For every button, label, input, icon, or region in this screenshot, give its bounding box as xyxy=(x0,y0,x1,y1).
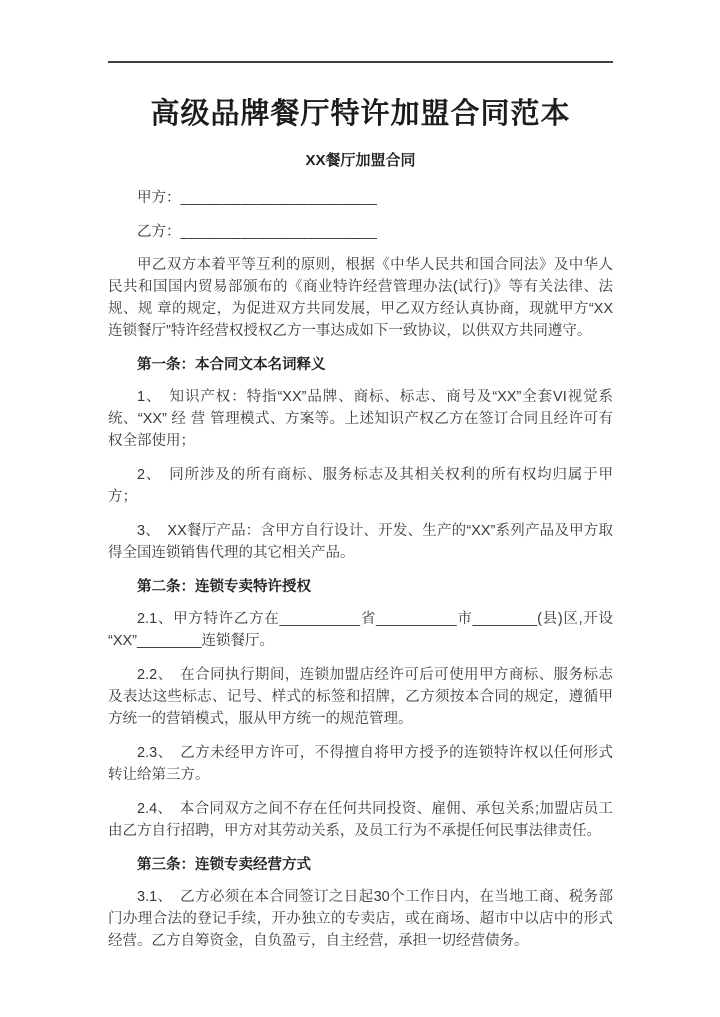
section-3-heading: 第三条：连锁专卖经营方式 xyxy=(137,857,311,873)
section-3-clause-3-1: 3.1、 乙方必须在本合同签订之日起30个工作日内，在当地工商、税务部门办理合法的登记手续，开办独立的专卖店，或在商场、超市中以店中的形式经营。乙方自筹资金，自负盈亏，自主经营，承担一切经营债务。 xyxy=(108,889,613,949)
party-b-blank-underline: _______________________ xyxy=(180,224,378,240)
party-b-line xyxy=(108,222,613,242)
section-2-clause-2-4: 2.4、 本合同双方之间不存在任何共同投资、雇佣、承包关系;加盟店员工由乙方自行招聘，甲方对其劳动关系，及员工行为不承提任何民事法律责任。 xyxy=(108,801,613,839)
section-1-clause-1: 1、 知识产权：特指“XX”品牌、商标、标志、商号及“XX”全套VI视觉系统、“XX” 经 营 管理模式、方案等。上述知识产权乙方在签订合同且经许可有权全部使用； xyxy=(108,389,613,449)
party-b-label: 乙方： xyxy=(137,224,181,240)
party-a-label: 甲方： xyxy=(137,190,181,206)
section-2-clause-2-3: 2.3、 乙方未经甲方许可，不得擅自将甲方授予的连锁特许权以任何形式转让给第三方。 xyxy=(108,745,613,783)
document-title: 高级品牌餐厅特许加盟合同范本 xyxy=(150,98,571,130)
section-1-clause-2: 2、 同所涉及的所有商标、服务标志及其相关权利的所有权均归属于甲方； xyxy=(108,467,613,505)
section-2-heading: 第二条：连锁专卖特许授权 xyxy=(137,579,311,595)
party-a-line xyxy=(108,188,613,208)
contract-subtitle: XX餐厅加盟合同 xyxy=(305,152,416,169)
section-2-clause-2-2: 2.2、 在合同执行期间，连锁加盟店经许可后可使用甲方商标、服务标志及表达这些标志、记号、样式的标签和招牌，乙方须按本合同的规定，遵循甲方统一的营销模式，服从甲方统一的规范管理。 xyxy=(108,667,613,727)
section-1-heading: 第一条：本合同文本名词释义 xyxy=(137,357,326,373)
section-1-clause-3: 3、 XX餐厅产品：含甲方自行设计、开发、生产的“XX”系列产品及甲方取得全国连锁销售代理的其它相关产品。 xyxy=(108,523,613,561)
header-divider-rule xyxy=(108,61,613,63)
section-2-clause-2-1: 2.1、甲方特许乙方在__________省__________市________(县)区,开设“XX”________连锁餐厅。 xyxy=(108,611,613,649)
party-a-blank-underline: _______________________ xyxy=(180,190,378,206)
intro-paragraph: 甲乙双方本着平等互利的原则，根据《中华人民共和国合同法》及中华人民共和国国内贸易部颁布的《商业特许经营管理办法(试行)》等有关法律、法规、规 章的规定，为促进双方共同发展，甲乙双方经认真协商，现就甲方“XX连锁餐厅”特许经营权授权乙方一事达成如下一致协议，以供双方共同遵守。 xyxy=(108,257,613,339)
